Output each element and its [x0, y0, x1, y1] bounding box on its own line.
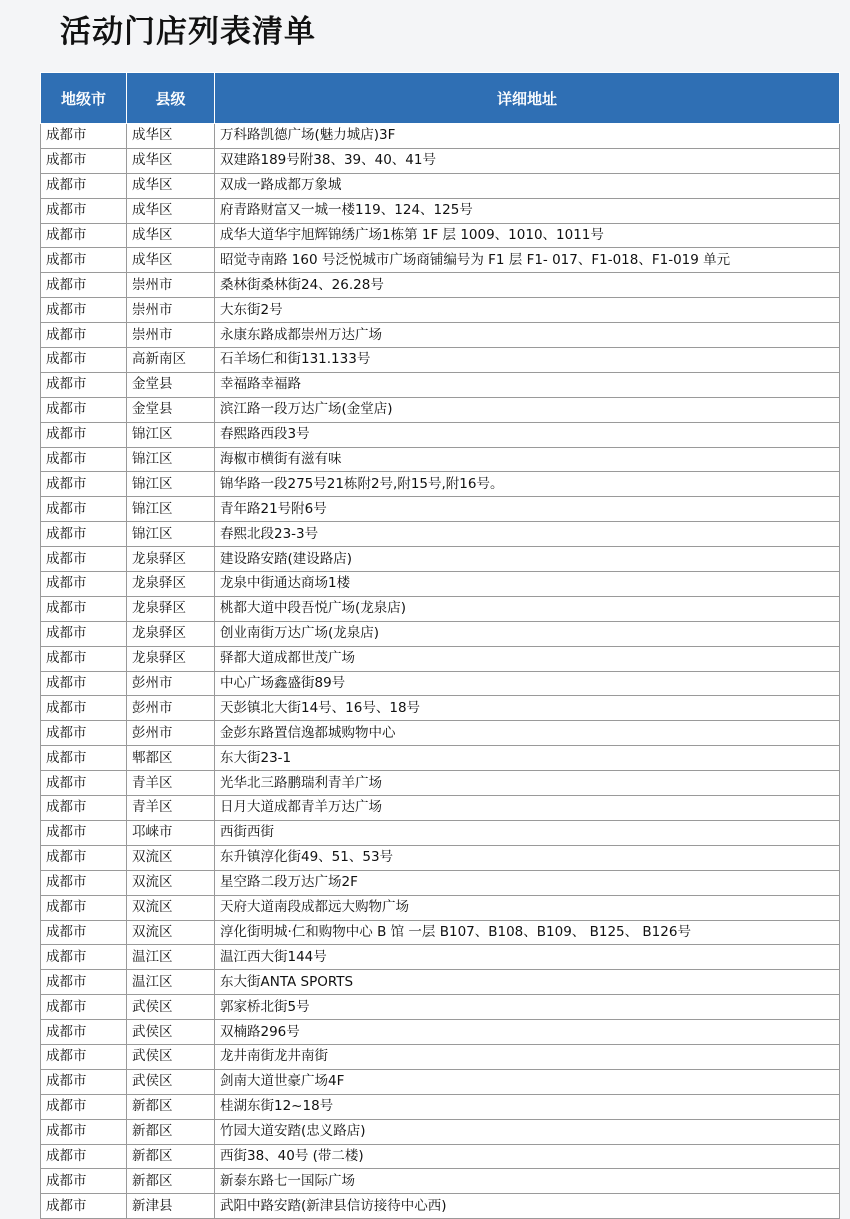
- table-row: [41, 1144, 840, 1169]
- table-row: [41, 820, 840, 845]
- cell-county: 武侯区: [127, 1044, 215, 1069]
- cell-prefecture-city: 成都市: [41, 995, 127, 1020]
- cell-address: 日月大道成都青羊万达广场: [215, 796, 840, 821]
- cell-address: 龙井南街龙井南街: [215, 1044, 840, 1069]
- cell-address: 中心广场鑫盛街89号: [215, 671, 840, 696]
- table-row: [41, 895, 840, 920]
- cell-county: 锦江区: [127, 422, 215, 447]
- table-row: [41, 223, 840, 248]
- cell-address: 西街西街: [215, 820, 840, 845]
- page-title: 活动门店列表清单: [60, 14, 316, 50]
- cell-address: 桂湖东街12~18号: [215, 1094, 840, 1119]
- cell-address: 东升镇淳化街49、51、53号: [215, 845, 840, 870]
- cell-county: 成华区: [127, 198, 215, 223]
- cell-address: 府青路财富又一城一楼119、124、125号: [215, 198, 840, 223]
- table-row: [41, 273, 840, 298]
- cell-county: 武侯区: [127, 995, 215, 1020]
- table-row: [41, 920, 840, 945]
- cell-prefecture-city: 成都市: [41, 796, 127, 821]
- table-row: [41, 845, 840, 870]
- cell-prefecture-city: 成都市: [41, 920, 127, 945]
- cell-county: 锦江区: [127, 447, 215, 472]
- table-row: [41, 970, 840, 995]
- cell-address: 西街38、40号 (带二楼): [215, 1144, 840, 1169]
- cell-county: 双流区: [127, 845, 215, 870]
- cell-prefecture-city: 成都市: [41, 820, 127, 845]
- table-row: [41, 422, 840, 447]
- table-row: [41, 721, 840, 746]
- cell-address: 春熙北段23-3号: [215, 522, 840, 547]
- cell-county: 龙泉驿区: [127, 596, 215, 621]
- cell-address: 剑南大道世豪广场4F: [215, 1069, 840, 1094]
- table-row: [41, 248, 840, 273]
- cell-address: 永康东路成都崇州万达广场: [215, 323, 840, 348]
- cell-prefecture-city: 成都市: [41, 323, 127, 348]
- cell-county: 锦江区: [127, 522, 215, 547]
- cell-county: 温江区: [127, 945, 215, 970]
- cell-address: 星空路二段万达广场2F: [215, 870, 840, 895]
- cell-county: 锦江区: [127, 497, 215, 522]
- cell-prefecture-city: 成都市: [41, 124, 127, 149]
- cell-address: 淳化街明城·仁和购物中心 B 馆 一层 B107、B108、B109、 B125、 B126号: [215, 920, 840, 945]
- table-row: [41, 522, 840, 547]
- cell-address: 桑林街桑林街24、26.28号: [215, 273, 840, 298]
- cell-prefecture-city: 成都市: [41, 472, 127, 497]
- cell-address: 新泰东路七一国际广场: [215, 1169, 840, 1194]
- cell-county: 锦江区: [127, 472, 215, 497]
- cell-address: 天府大道南段成都远大购物广场: [215, 895, 840, 920]
- cell-prefecture-city: 成都市: [41, 298, 127, 323]
- cell-address: 双建路189号附38、39、40、41号: [215, 148, 840, 173]
- cell-county: 双流区: [127, 870, 215, 895]
- cell-county: 崇州市: [127, 323, 215, 348]
- cell-address: 锦华路一段275号21栋附2号,附15号,附16号。: [215, 472, 840, 497]
- cell-prefecture-city: 成都市: [41, 522, 127, 547]
- cell-county: 新都区: [127, 1144, 215, 1169]
- cell-prefecture-city: 成都市: [41, 422, 127, 447]
- cell-prefecture-city: 成都市: [41, 870, 127, 895]
- cell-prefecture-city: 成都市: [41, 447, 127, 472]
- cell-county: 彭州市: [127, 696, 215, 721]
- cell-county: 新都区: [127, 1119, 215, 1144]
- cell-prefecture-city: 成都市: [41, 547, 127, 572]
- cell-address: 幸福路幸福路: [215, 372, 840, 397]
- cell-address: 青年路21号附6号: [215, 497, 840, 522]
- cell-prefecture-city: 成都市: [41, 348, 127, 373]
- table-row: [41, 173, 840, 198]
- table-row: [41, 646, 840, 671]
- cell-address: 温江西大街144号: [215, 945, 840, 970]
- cell-address: 天彭镇北大街14号、16号、18号: [215, 696, 840, 721]
- cell-county: 崇州市: [127, 298, 215, 323]
- table-row: [41, 671, 840, 696]
- cell-county: 龙泉驿区: [127, 547, 215, 572]
- table-row: [41, 1094, 840, 1119]
- cell-address: 春熙路西段3号: [215, 422, 840, 447]
- cell-prefecture-city: 成都市: [41, 1144, 127, 1169]
- cell-prefecture-city: 成都市: [41, 621, 127, 646]
- cell-prefecture-city: 成都市: [41, 970, 127, 995]
- table-row: [41, 1020, 840, 1045]
- table-row: [41, 1169, 840, 1194]
- cell-prefecture-city: 成都市: [41, 895, 127, 920]
- cell-county: 武侯区: [127, 1020, 215, 1045]
- table-row: [41, 198, 840, 223]
- cell-prefecture-city: 成都市: [41, 746, 127, 771]
- cell-prefecture-city: 成都市: [41, 223, 127, 248]
- cell-prefecture-city: 成都市: [41, 173, 127, 198]
- cell-prefecture-city: 成都市: [41, 1119, 127, 1144]
- cell-county: 成华区: [127, 248, 215, 273]
- cell-address: 驿都大道成都世茂广场: [215, 646, 840, 671]
- table-row: [41, 1044, 840, 1069]
- table-row: [41, 472, 840, 497]
- table-row: [41, 547, 840, 572]
- cell-address: 龙泉中街通达商场1楼: [215, 572, 840, 597]
- cell-address: 成华大道华宇旭辉锦绣广场1栋第 1F 层 1009、1010、1011号: [215, 223, 840, 248]
- cell-county: 郫都区: [127, 746, 215, 771]
- cell-address: 光华北三路鹏瑞利青羊广场: [215, 771, 840, 796]
- table-row: [41, 596, 840, 621]
- cell-address: 海椒市横街有滋有味: [215, 447, 840, 472]
- table-row: [41, 397, 840, 422]
- cell-address: 双楠路296号: [215, 1020, 840, 1045]
- cell-county: 高新南区: [127, 348, 215, 373]
- cell-county: 邛崃市: [127, 820, 215, 845]
- cell-prefecture-city: 成都市: [41, 572, 127, 597]
- table-row: [41, 372, 840, 397]
- cell-address: 石羊场仁和街131.133号: [215, 348, 840, 373]
- table-row: [41, 945, 840, 970]
- cell-prefecture-city: 成都市: [41, 771, 127, 796]
- cell-prefecture-city: 成都市: [41, 945, 127, 970]
- cell-prefecture-city: 成都市: [41, 696, 127, 721]
- cell-prefecture-city: 成都市: [41, 1020, 127, 1045]
- cell-county: 新津县: [127, 1194, 215, 1219]
- cell-county: 青羊区: [127, 771, 215, 796]
- cell-county: 成华区: [127, 148, 215, 173]
- store-table: [40, 72, 840, 1219]
- table-row: [41, 1119, 840, 1144]
- cell-prefecture-city: 成都市: [41, 397, 127, 422]
- header-prefecture-city: 地级市: [41, 73, 127, 124]
- cell-prefecture-city: 成都市: [41, 372, 127, 397]
- cell-prefecture-city: 成都市: [41, 1044, 127, 1069]
- table-row: [41, 148, 840, 173]
- cell-county: 成华区: [127, 173, 215, 198]
- cell-prefecture-city: 成都市: [41, 148, 127, 173]
- cell-prefecture-city: 成都市: [41, 1094, 127, 1119]
- cell-county: 龙泉驿区: [127, 621, 215, 646]
- cell-address: 滨江路一段万达广场(金堂店): [215, 397, 840, 422]
- cell-address: 昭觉寺南路 160 号泛悦城市广场商铺编号为 F1 层 F1- 017、F1-018、F1-019 单元: [215, 248, 840, 273]
- header-county: 县级: [127, 73, 215, 124]
- table-row: [41, 870, 840, 895]
- cell-address: 东大街ANTA SPORTS: [215, 970, 840, 995]
- cell-county: 双流区: [127, 920, 215, 945]
- cell-county: 成华区: [127, 124, 215, 149]
- cell-prefecture-city: 成都市: [41, 198, 127, 223]
- cell-county: 成华区: [127, 223, 215, 248]
- cell-county: 金堂县: [127, 397, 215, 422]
- table-row: [41, 447, 840, 472]
- table-row: [41, 572, 840, 597]
- cell-address: 竹园大道安踏(忠义路店): [215, 1119, 840, 1144]
- table-body: [41, 124, 840, 1219]
- cell-address: 创业南街万达广场(龙泉店): [215, 621, 840, 646]
- cell-county: 新都区: [127, 1094, 215, 1119]
- cell-prefecture-city: 成都市: [41, 497, 127, 522]
- cell-address: 万科路凯德广场(魅力城店)3F: [215, 124, 840, 149]
- cell-prefecture-city: 成都市: [41, 1169, 127, 1194]
- cell-prefecture-city: 成都市: [41, 671, 127, 696]
- cell-prefecture-city: 成都市: [41, 273, 127, 298]
- cell-prefecture-city: 成都市: [41, 596, 127, 621]
- cell-prefecture-city: 成都市: [41, 1069, 127, 1094]
- table-row: [41, 298, 840, 323]
- table-row: [41, 1069, 840, 1094]
- table-row: [41, 746, 840, 771]
- table-row: [41, 796, 840, 821]
- cell-address: 东大街23-1: [215, 746, 840, 771]
- table-row: [41, 771, 840, 796]
- table-row: [41, 124, 840, 149]
- table-row: [41, 348, 840, 373]
- cell-county: 金堂县: [127, 372, 215, 397]
- cell-prefecture-city: 成都市: [41, 721, 127, 746]
- table-row: [41, 696, 840, 721]
- cell-prefecture-city: 成都市: [41, 1194, 127, 1219]
- cell-address: 桃都大道中段吾悦广场(龙泉店): [215, 596, 840, 621]
- cell-address: 郭家桥北街5号: [215, 995, 840, 1020]
- cell-county: 新都区: [127, 1169, 215, 1194]
- cell-address: 双成一路成都万象城: [215, 173, 840, 198]
- table-row: [41, 621, 840, 646]
- header-address: 详细地址: [215, 73, 840, 124]
- cell-county: 龙泉驿区: [127, 572, 215, 597]
- cell-address: 金彭东路置信逸都城购物中心: [215, 721, 840, 746]
- table-row: [41, 497, 840, 522]
- cell-prefecture-city: 成都市: [41, 845, 127, 870]
- cell-address: 大东街2号: [215, 298, 840, 323]
- cell-county: 龙泉驿区: [127, 646, 215, 671]
- cell-prefecture-city: 成都市: [41, 646, 127, 671]
- cell-county: 双流区: [127, 895, 215, 920]
- cell-county: 温江区: [127, 970, 215, 995]
- table-row: [41, 323, 840, 348]
- cell-county: 彭州市: [127, 721, 215, 746]
- cell-county: 彭州市: [127, 671, 215, 696]
- table-row: [41, 995, 840, 1020]
- cell-county: 武侯区: [127, 1069, 215, 1094]
- cell-address: 建设路安踏(建设路店): [215, 547, 840, 572]
- cell-address: 武阳中路安踏(新津县信访接待中心西): [215, 1194, 840, 1219]
- cell-county: 青羊区: [127, 796, 215, 821]
- cell-county: 崇州市: [127, 273, 215, 298]
- table-header-row: [41, 73, 840, 124]
- cell-prefecture-city: 成都市: [41, 248, 127, 273]
